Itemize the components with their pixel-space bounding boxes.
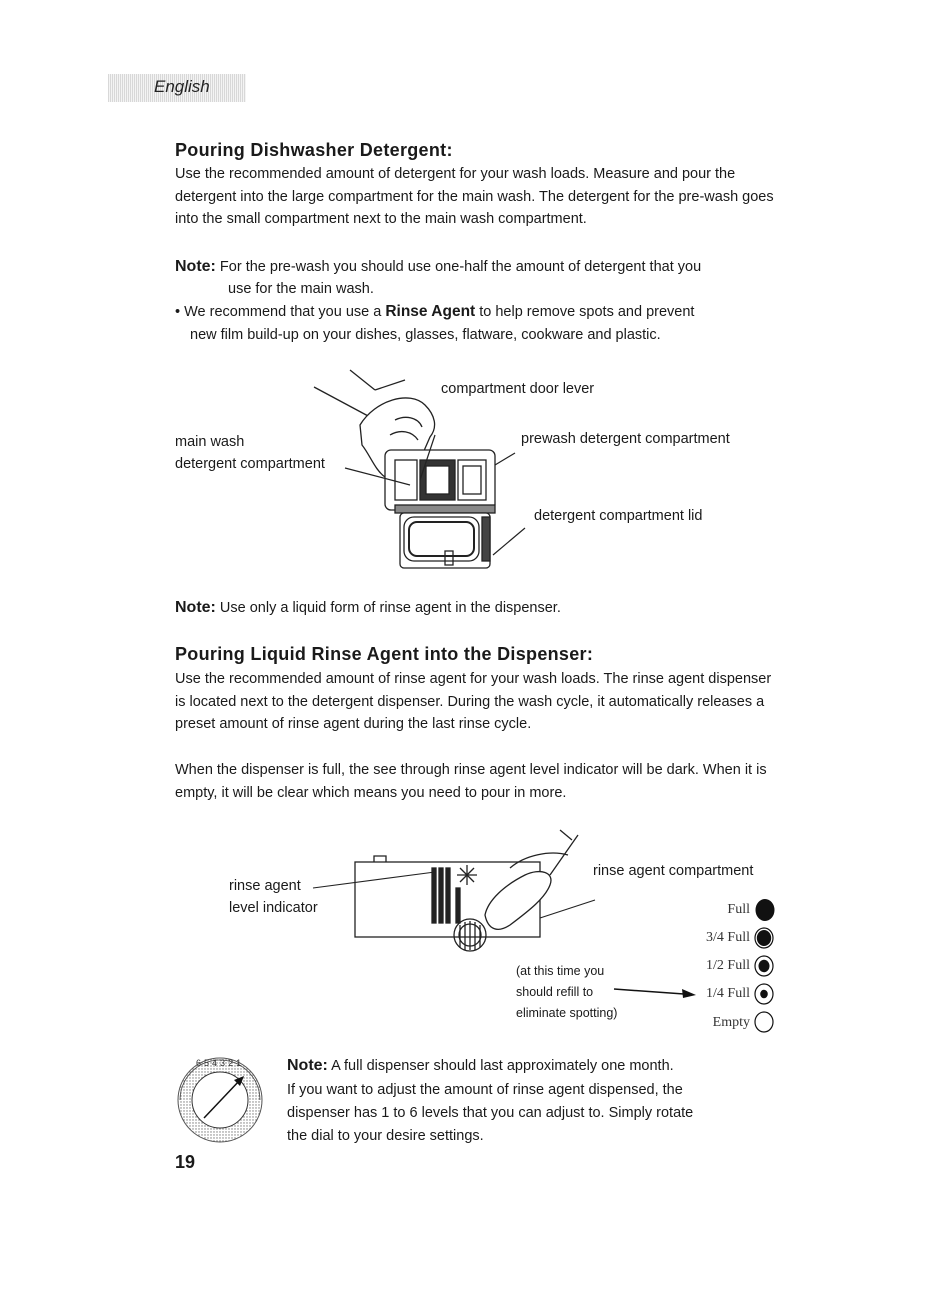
note-label: Note: [175,599,216,616]
refill-note-1: (at this time you [516,964,605,978]
language-tab-label: English [154,77,210,96]
level-three-quarter: 3/4 Full [660,927,776,949]
dial-number: 3 [220,1058,229,1068]
note-prewash [175,256,775,279]
language-tab [108,74,246,102]
dial-numbers [196,1058,266,1074]
note-duration-line3: dispenser has 1 to 6 levels that you can adjust to. Simply rotate [287,1105,694,1121]
section-title-rinse: Pouring Liquid Rinse Agent into the Dispenser: [175,644,594,664]
section-body-rinse-1: Use the recommended amount of rinse agent for your wash loads. The rinse agent dispenser is located next to the detergent dispenser. During the wash cycle, it automatically releases a preset amount of rinse agent during the last rinse cycle. [175,671,772,732]
dial-number: 5 [204,1058,213,1068]
refill-note-2: should refill to [516,985,594,999]
note-duration-line2: If you want to adjust the amount of rinse agent dispensed, the [287,1082,683,1098]
label-main-wash-compartment: detergent compartment [175,456,325,472]
dial-number: 4 [212,1058,221,1068]
bullet-rinse-agent-cont: new film build-up on your dishes, glasses, flatware, cookware and plastic. [190,327,661,343]
note-text: A full dispenser should last approximately one month. [331,1058,674,1074]
section-body-detergent: Use the recommended amount of detergent for your wash loads. Measure and pour the detergent into the large compartment for the main wash. The detergent for the pre-wash goes into the small compartment next to the main wash compartment. [175,166,774,227]
level-quarter-icon [754,983,774,1005]
bullet-text-post: to help remove spots and prevent [479,304,695,320]
level-full-icon [754,898,776,922]
bullet-mark: • [175,304,181,320]
note-text: For the pre-wash you should use one-half the amount of detergent that you [219,259,702,275]
note-label: Note: [175,258,216,275]
note-prewash-cont: use for the main wash. [228,281,374,297]
label-level-indicator: level indicator [229,900,318,916]
label-compartment-lid: detergent compartment lid [534,508,703,524]
level-half: 1/2 Full [660,955,776,977]
level-three-quarter-icon [754,927,774,949]
note-duration-line4: the dial to your desire settings. [287,1128,484,1144]
label-main-wash: main wash [175,434,245,450]
section-title-detergent: Pouring Dishwasher Detergent: [175,140,453,160]
note-duration [287,1055,767,1078]
label-rinse-compartment: rinse agent compartment [593,863,754,879]
section-body-rinse-2: When the dispenser is full, the see through rinse agent level indicator will be dark. When it is empty, it will be clear which means you need to pour in more. [175,762,767,801]
refill-note-3: eliminate spotting) [516,1006,618,1020]
level-full: Full [660,898,776,922]
level-half-icon [754,955,774,977]
dial-number: 2 [228,1058,237,1068]
label-prewash-compartment: prewash detergent compartment [521,431,730,447]
note-liquid-only [175,597,775,620]
page-number: 19 [175,1152,196,1172]
dial-number: 1 [236,1058,245,1068]
bullet-text-bold: Rinse Agent [385,303,476,320]
label-compartment-door-lever: compartment door lever [441,381,595,397]
bullet-text-pre: We recommend that you use a [184,304,382,320]
note-label: Note: [287,1057,328,1074]
bullet-rinse-agent [175,301,775,324]
level-empty-icon [754,1011,774,1033]
level-empty: Empty [660,1011,776,1033]
dial-number: 6 [196,1058,205,1068]
label-rinse-agent: rinse agent [229,878,301,894]
rinse-dispenser-illustration [310,830,600,960]
note-text: Use only a liquid form of rinse agent in the dispenser. [219,600,561,616]
level-quarter: 1/4 Full [660,983,776,1005]
